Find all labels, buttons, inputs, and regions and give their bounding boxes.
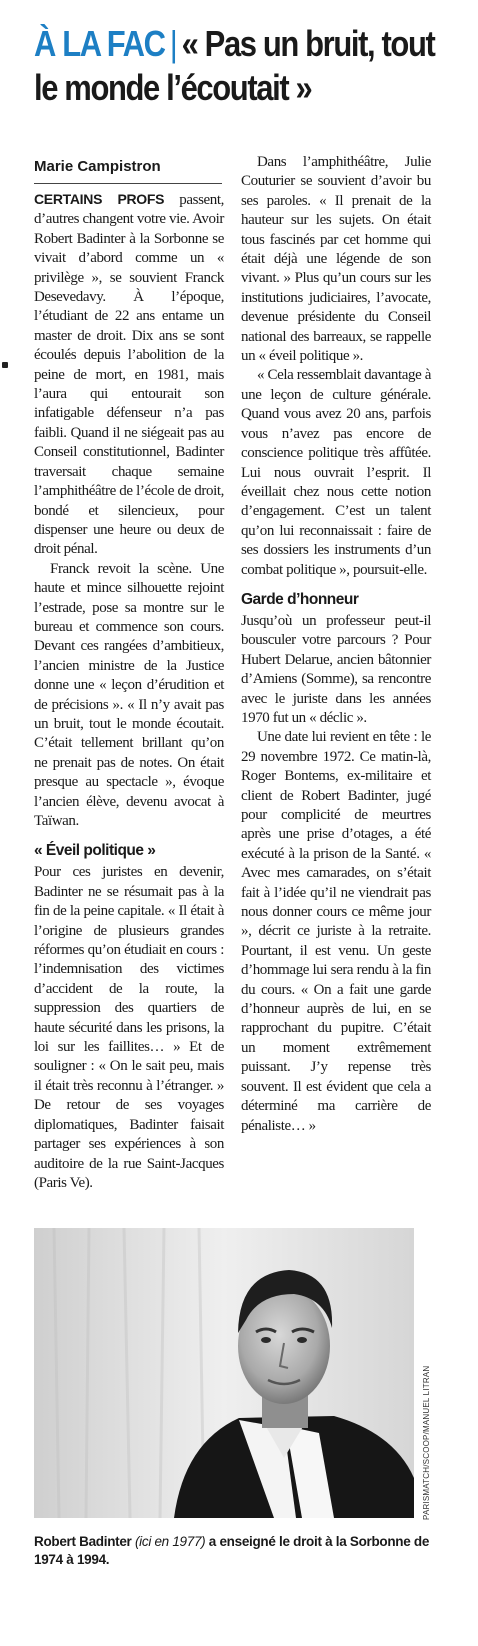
photo-caption	[34, 1533, 454, 1569]
article-column-1	[34, 190, 224, 1193]
headline-title: « Pas un bruit, tout le monde l’écoutait »	[34, 23, 435, 108]
headline	[34, 22, 464, 110]
paragraph: Franck revoit la scène. Une haute et mince silhouette rejoint l’estrade, pose sa montre sur le bureau et commence son cours. Devant ces rangées d’ambitieux, l’ancien ministre de la Justice donne une « leçon d’érudition et de précisions ». « Il n’y avait pas un bruit, tout le monde écoutait. C’était tellement brillant qu’on ne prenait pas de notes. On était presque au spectacle », évoque l’ancien élève, devenu avocat à Taïwan.	[34, 560, 224, 829]
byline: Marie Campistron	[34, 158, 222, 184]
caption-aside: (ici en 1977)	[134, 1534, 206, 1549]
paragraph-text: passent, d’autres changent votre vie. Avoir Robert Badinter à la Sorbonne se vivait d’abord comme un « privilège », se souvient Franck Desevedavy. À l’époque, l’étudiant de 22 ans entame un master de droit. Dix ans se sont écoulés depuis l’abolition de la peine de mort, en 1981, mais l’aura qui entourait son infatigable défenseur n’a pas faibli. Quand il ne siégeait pas au Conseil constitutionnel, Badinter traversait chaque semaine l’amphithéâtre de l’école de droit, bondé et silencieux, pour dispenser une heure ou deux de droit pénal.	[34, 192, 224, 558]
portrait-photo	[34, 1228, 414, 1518]
paragraph: « Cela ressemblait davantage à une leçon de culture générale. Quand vous avez 20 ans, parfois vous n’avez pas encore de conscience politique très affûtée. Lui nous ouvrait l’esprit. Il éveillait chez nous cette notion d’engagement. C’est un talent qu’on lui reconnaissait : faire de ses dossiers les instruments d’un combat politique », poursuit-elle.	[241, 367, 431, 578]
headline-kicker: À LA FAC	[34, 23, 165, 64]
caption-text: a enseigné le droit à la Sorbonne de 1974 à 1994.	[34, 1534, 430, 1567]
margin-mark	[2, 362, 8, 368]
caption-name: Robert Badinter	[34, 1534, 135, 1549]
paragraph: Jusqu’où un professeur peut-il bousculer votre parcours ? Pour Hubert Delarue, ancien bâtonnier d’Amiens (Somme), sa rencontre avec le juriste dans les années 1970 fut un « déclic ».	[241, 612, 431, 726]
lead-in: CERTAINS PROFS	[34, 191, 165, 207]
paragraph: Dans l’amphithéâtre, Julie Couturier se souvient d’avoir bu ses paroles. « Il prenait de la hauteur sur les sujets. On était tous fascinés par cet homme qui était déjà une légende de son vivant. » Plus qu’un cours sur les institutions judiciaires, l’avocate, devenue présidente du Conseil national des barreaux, se rappelle un « éveil politique ».	[241, 154, 431, 365]
paragraph: Pour ces juristes en devenir, Badinter ne se résumait pas à la fin de la peine capitale. « Il était à l’origine de plusieurs grandes réformes qu’on étudiait en cours : l’indemnisation des victimes d’accident de la route, la suppression des quartiers de haute sécurité dans les prisons, la loi sur les faillites… » Et de souligner : « On le sait peu, mais il était très reconnu à l’étranger. » De retour de ses voyages diplomatiques, Badinter faisait partager ses expériences à son auditoire de la rue Saint-Jacques (Paris Ve).	[34, 864, 224, 1191]
subheading: « Éveil politique »	[34, 842, 156, 860]
paragraph	[34, 190, 224, 560]
article-column-2	[241, 153, 431, 1136]
portrait-illustration	[34, 1228, 414, 1518]
subheading: Garde d’honneur	[241, 590, 359, 608]
photo-credit: PARISMATCH/SCOOP/MANUEL LITRAN	[422, 1365, 431, 1520]
headline-separator: |	[169, 23, 177, 64]
paragraph: Une date lui revient en tête : le 29 novembre 1972. Ce matin-là, Roger Bontems, ex-militaire et client de Robert Badinter, jugé pour complicité de meurtres après une prise d’otages, a été exécuté à la prison de la Santé. « Avec mes camarades, on s’était fait à l’idée qu’il ne viendrait pas nous donner cours ce même jour », décrit ce juriste à la retraite. Pourtant, il est venu. Un geste d’hommage lui sera rendu à la fin du cours. « On a fait une garde d’honneur auprès de lui, en se rapprochant du pupitre. C’était un moment extrêmement puissant. J’y repense très souvent. Il est évident que cela a déterminé ma carrière de pénaliste… »	[241, 729, 431, 1134]
